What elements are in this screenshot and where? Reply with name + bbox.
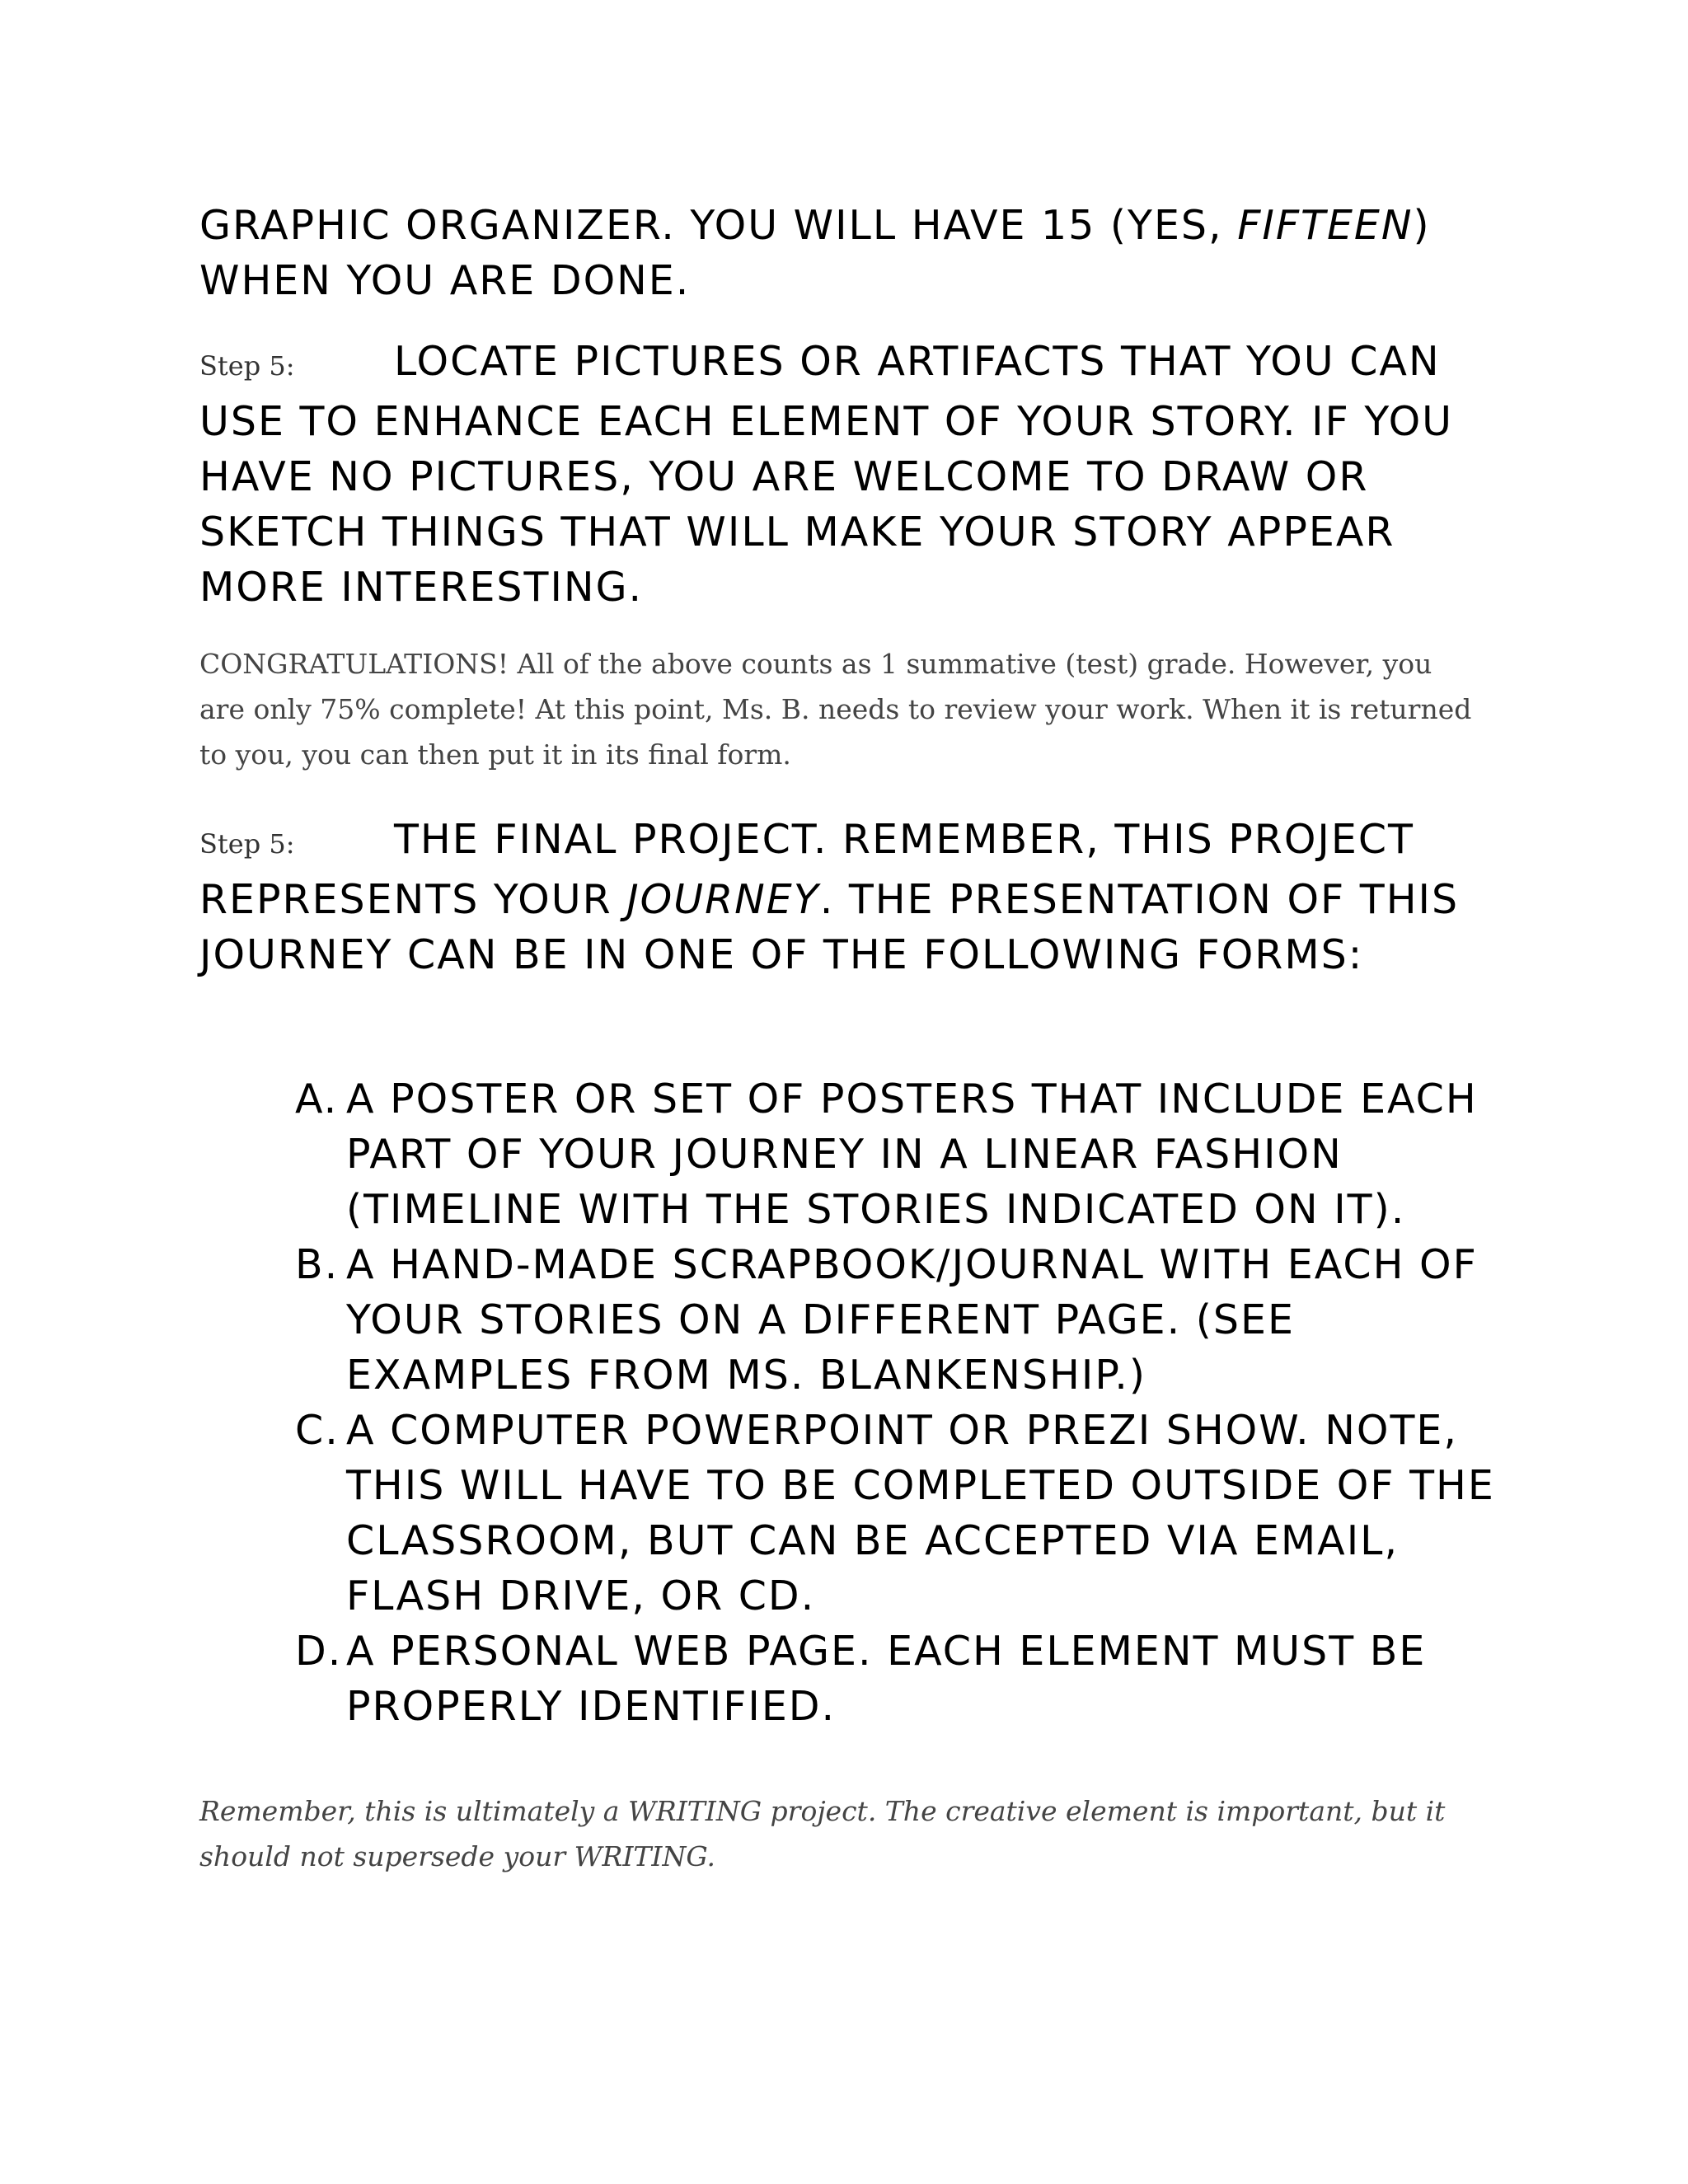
option-d bbox=[295, 1624, 1498, 1734]
intro-paragraph bbox=[199, 198, 1485, 308]
step-pictures bbox=[199, 334, 1485, 615]
intro-emphasis: FIFTEEN bbox=[1237, 202, 1414, 249]
step-final-text-start: THE FINAL PROJECT. REMEMBER, THIS PROJECT REPRESENTS YOUR bbox=[199, 816, 1414, 923]
step-pictures-text: LOCATE PICTURES OR ARTIFACTS THAT YOU CAN USE TO ENHANCE EACH ELEMENT OF YOUR STORY. IF YOU HAVE NO PICTURES, YOU ARE WELCOME TO DRAW OR SKETCH THINGS THAT WILL MAKE YOUR STORY APPEAR MORE INTERESTING. bbox=[199, 338, 1454, 611]
option-marker: A. bbox=[295, 1076, 339, 1122]
option-text: A POSTER OR SET OF POSTERS THAT INCLUDE EACH PART OF YOUR JOURNEY IN A LINEAR FASHION (TIMELINE WITH THE STORIES INDICATED ON IT). bbox=[346, 1076, 1478, 1233]
intro-line-1-start: GRAPHIC ORGANIZER. YOU WILL HAVE 15 (YES, bbox=[199, 202, 1238, 249]
option-b bbox=[295, 1237, 1498, 1403]
step-final-project bbox=[199, 812, 1485, 982]
project-options-list bbox=[295, 1071, 1498, 1734]
option-text: A HAND-MADE SCRAPBOOK/JOURNAL WITH EACH OF YOUR STORIES ON A DIFFERENT PAGE. (SEE EXAMPLES FROM MS. BLANKENSHIP.) bbox=[346, 1241, 1478, 1399]
option-a bbox=[295, 1071, 1498, 1237]
option-marker: B. bbox=[295, 1241, 340, 1288]
step-final-emphasis: JOURNEY bbox=[626, 876, 820, 923]
intro-line-1 bbox=[199, 198, 1485, 253]
option-c bbox=[295, 1403, 1498, 1624]
intro-line-1-end: ) bbox=[1413, 202, 1431, 249]
option-text: A PERSONAL WEB PAGE. EACH ELEMENT MUST BE PROPERLY IDENTIFIED. bbox=[346, 1628, 1427, 1730]
reminder-note: Remember, this is ultimately a WRITING project. The creative element is important, but it should not supersede your WRITING. bbox=[199, 1795, 1446, 1872]
step-final-label: Step 5: bbox=[199, 828, 295, 860]
step-final-text-end: . THE PRESENTATION OF THIS JOURNEY CAN BE IN ONE OF THE FOLLOWING FORMS: bbox=[199, 876, 1460, 978]
congratulations-note: CONGRATULATIONS! All of the above counts as 1 summative (test) grade. However, you are only 75% complete! At this point, Ms. B. needs to review your work. When it is returned to you, you can then put it in its final form. bbox=[199, 648, 1472, 771]
intro-line-2: WHEN YOU ARE DONE. bbox=[199, 257, 691, 304]
step-pictures-label: Step 5: bbox=[199, 350, 295, 382]
option-marker: C. bbox=[295, 1407, 340, 1454]
option-text: A COMPUTER POWERPOINT OR PREZI SHOW. NOTE, THIS WILL HAVE TO BE COMPLETED OUTSIDE OF THE CLASSROOM, BUT CAN BE ACCEPTED VIA EMAIL, FLASH DRIVE, OR CD. bbox=[346, 1407, 1495, 1619]
option-marker: D. bbox=[295, 1628, 343, 1675]
